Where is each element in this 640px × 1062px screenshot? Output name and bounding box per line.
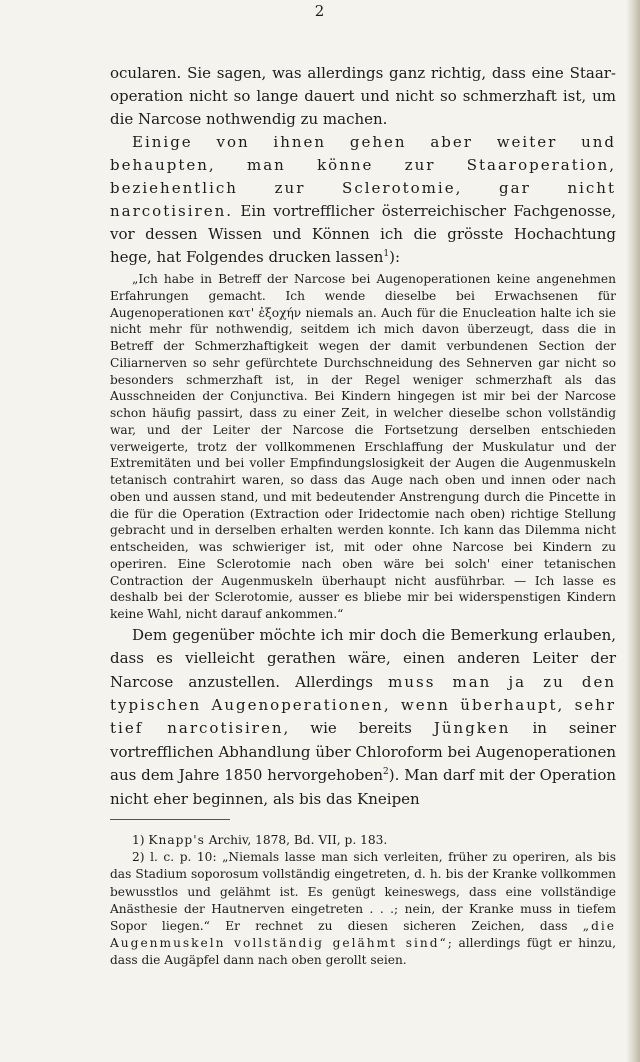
footnote-1 (110, 832, 616, 849)
paragraph-3-part3: in seiner vortrefflichen Abhandlung über Chloroform bei Augenoperationen aus dem Jahre 1850 hervorgehoben (110, 719, 616, 785)
paragraph-3-emphasis: muss man ja zu den typischen Augenoperationen, wenn überhaupt, sehr tief narcotisiren (110, 672, 616, 738)
body-text-continued (110, 624, 616, 811)
paragraph-3-part1: Dem gegenüber möchte ich mir doch die Bemerkung erlauben, dass es vielleicht gerathen wäre, einen anderen Leiter der Narcose anzustellen. Allerdings (110, 625, 616, 691)
paragraph-3-part2: , wie bereits (283, 719, 434, 738)
page-content (110, 62, 616, 970)
footnote-divider (110, 819, 230, 820)
footnote-2-mark: 2) (132, 850, 145, 865)
footnote-ref-2: 2 (383, 767, 389, 778)
body-text (110, 62, 616, 269)
footnote-2-emphasis: „die Augenmuskeln vollständig gelähmt sind“ (110, 919, 616, 951)
footnote-1-text: Archiv, 1878, Bd. VII, p. 183. (204, 833, 388, 847)
footnote-1-mark: 1) (132, 833, 145, 847)
page-number: 2 (314, 2, 326, 20)
footnote-2-text-a: l. c. p. 10: „Niemals lasse man sich verleiten, früher zu operiren, als bis das Stadium soporosum vollständig eingetreten, d. h. bis der Kranke vollkommen bewusstlos und gelähmt ist. Es genügt keineswegs, dass eine vollständige Anästhesie der Hautnerven eingetreten . . .; nein, der Kranke muss in tiefem Sopor liegen.“ Er rechnet zu diesen sicheren Zeichen, dass (110, 850, 616, 934)
paragraph-2-emphasis: Einige von ihnen gehen aber weiter und behaupten, man könne zur Staaroperation, beziehentlich zur Sclerotomie, gar nicht narcotisiren. (110, 133, 616, 220)
paragraph-3-part4: ). Man darf mit der Operation nicht eher beginnen, als bis das Kneipen (110, 766, 617, 808)
footnote-2 (110, 849, 616, 969)
footnotes (110, 832, 616, 970)
paragraph-2-text: Ein vortrefflicher österreichischer Fachgenosse, vor dessen Wissen und Können ich die grösste Hochachtung hege, hat Folgendes drucken lassen (110, 202, 616, 266)
paragraph-1: ocularen. Sie sagen, was allerdings ganz richtig, dass eine Staar-operation nicht so lange dauert und nicht so schmerzhaft ist, um die Narcose nothwendig zu machen. (110, 64, 616, 128)
footnote-ref-1: 1 (383, 249, 390, 259)
footnote-1-author: Knapp's (148, 833, 205, 847)
page-edge-shadow (626, 0, 640, 1062)
paragraph-3 (110, 624, 616, 811)
author-name-juengken: Jüngken (433, 719, 511, 738)
quote-text: „Ich habe in Betreff der Narcose bei Augenoperationen keine angenehmen Erfahrungen gemacht. Ich wende dieselbe bei Erwachsenen für Augenoperationen κατ' ἐξοχήν niemals an. Auch für die Enucleation halte ich sie nicht mehr für nothwendig, seitdem ich mich davon überzeugt, dass die in Betreff der Schmerzhaftigkeit wegen der damit verbundenen Section der Ciliarnerven so sehr gefürchtete Durchschneidung des Sehnerven gar nicht so besonders schmerzhaft ist, in der Regel weniger schmerzhaft als das Ausschneiden der Conjunctiva. Bei Kindern hingegen ist mir bei der Narcose schon häufig passirt, dass zu einer Zeit, in welcher dieselbe schon vollständig war, und der Leiter der Narcose die Fortsetzung derselben entschieden verweigerte, trotz der vollkommenen Erschlaffung der Muskulatur und der Extremitäten und bei voller Empfindungslosigkeit der Augen die Augenmuskeln tetanisch contrahirt waren, so dass das Auge nach oben und innen oder nach oben und aussen stand, und mit bedeutender Anstrengung durch die Pincette in die für die Operation (Extraction oder Iridectomie nach oben) richtige Stellung gebracht und in derselben erhalten werden konnte. Ich kann das Dilemma nicht entscheiden, was schwieriger ist, mit oder ohne Narcose bei Kindern zu operiren. Eine Sclerotomie nach oben wäre bei solch' einer tetanischen Contraction der Augenmuskeln überhaupt nicht ausführbar. — Ich lasse es deshalb bei der Sclerotomie, ausser es bliebe mir bei widerspenstigen Kindern keine Wahl, nicht darauf ankommen.“ (110, 272, 616, 621)
paragraph-2-tail: ): (389, 248, 400, 266)
paragraph-2 (110, 131, 616, 269)
block-quote (110, 271, 616, 623)
footnote-2-text-b: ; allerdings fügt er hinzu, dass die Augäpfel dann nach oben gerollt seien. (110, 936, 616, 968)
